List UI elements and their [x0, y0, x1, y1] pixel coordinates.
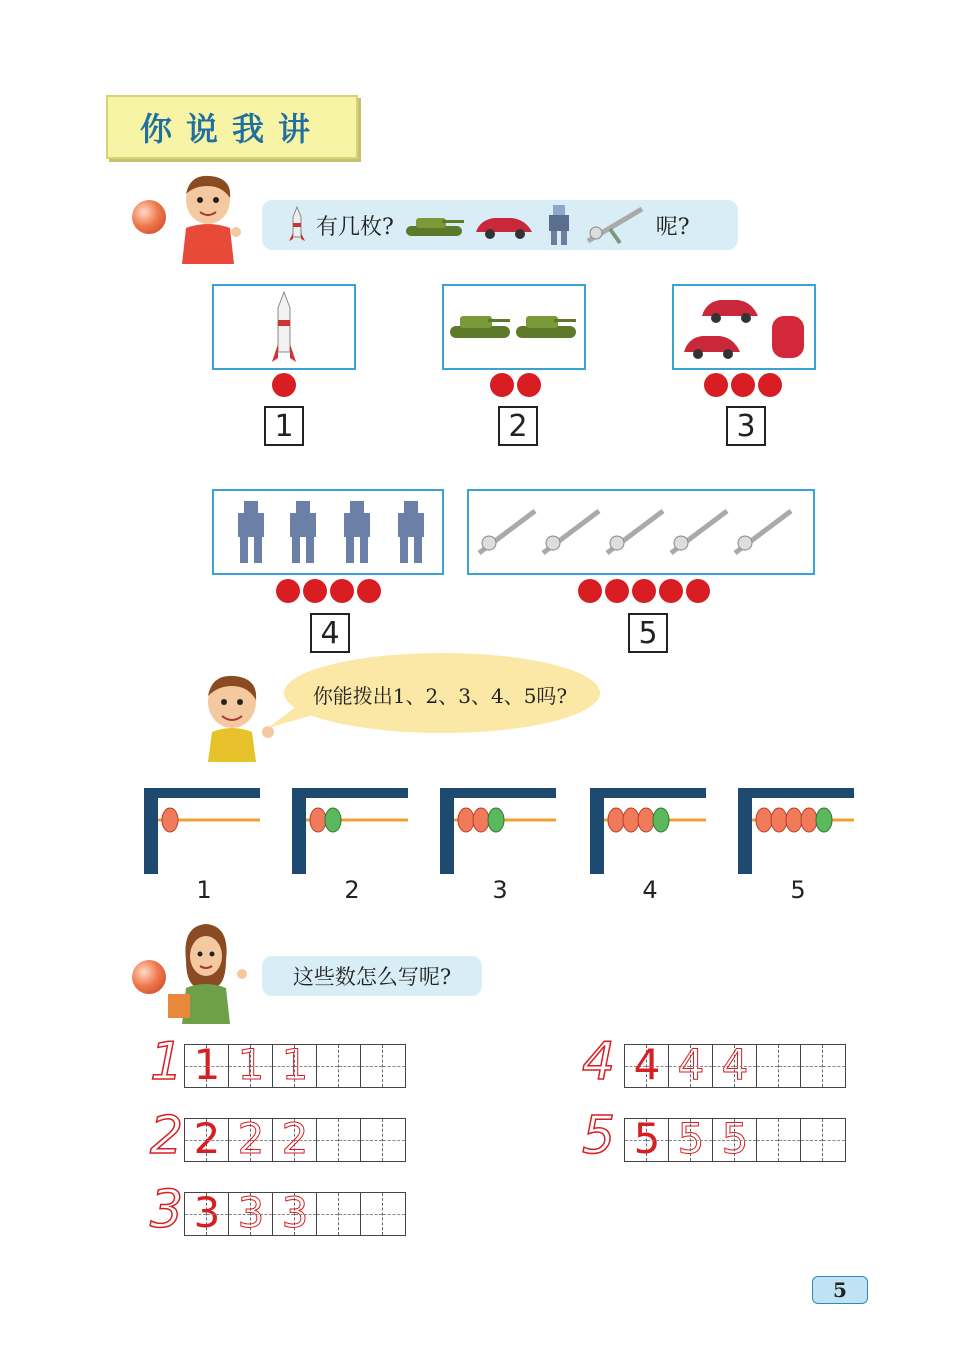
dot-group-1: [272, 373, 296, 397]
trace-model-digit: 2: [150, 1106, 184, 1166]
dot: [758, 373, 782, 397]
abacus-bead: [310, 808, 326, 832]
grid-cell[interactable]: [251, 1119, 273, 1161]
abacus-icon: [590, 786, 710, 876]
grid-cell[interactable]: [273, 1188, 309, 1237]
grid-cell[interactable]: [295, 1045, 317, 1087]
grid-midline: [735, 1066, 756, 1067]
grid-cell[interactable]: [251, 1045, 273, 1087]
grid-midline: [801, 1140, 822, 1141]
grid-cell[interactable]: [735, 1045, 757, 1087]
trace-model-digit: 1: [150, 1032, 184, 1092]
grid-cell[interactable]: [735, 1119, 757, 1161]
grid-midline: [691, 1140, 712, 1141]
abacus-label: 4: [642, 876, 658, 904]
grid-midline: [691, 1066, 712, 1067]
trace-digit-solid: 4: [633, 1040, 661, 1089]
grid-cell[interactable]: [361, 1119, 383, 1161]
dot: [632, 579, 656, 603]
grid-midline: [339, 1214, 360, 1215]
grid-midline: [647, 1140, 668, 1141]
abacus-row: [0, 786, 971, 916]
airplane-icon: [469, 491, 813, 573]
trace-digit-dashed: 1: [237, 1040, 265, 1089]
question-bubble-abacus: 你能拨出1、2、3、4、5吗?: [312, 683, 568, 708]
grid-cell[interactable]: [823, 1119, 845, 1161]
trace-digit-dashed: 1: [281, 1040, 309, 1089]
abacus-frame-top: [590, 788, 706, 798]
abacus-label: 2: [344, 876, 360, 904]
grid-midline: [251, 1140, 272, 1141]
car-icon: [674, 286, 814, 368]
question-bubble-count: [262, 200, 738, 250]
writing-grid[interactable]: [624, 1040, 846, 1089]
grid-midline: [207, 1066, 228, 1067]
trace-digit-dashed: 4: [677, 1040, 705, 1089]
grid-cell[interactable]: [691, 1119, 713, 1161]
question-text-after: 呢?: [655, 214, 690, 240]
picture-box-rocket: [212, 284, 356, 370]
trace-digit-dashed: 5: [721, 1114, 749, 1163]
abacus-frame-top: [292, 788, 408, 798]
abacus-bead: [756, 808, 772, 832]
teacher-character-icon: [164, 920, 250, 1024]
robot-icon: [542, 203, 576, 247]
grid-cell[interactable]: [251, 1193, 273, 1235]
grid-cell[interactable]: [713, 1114, 749, 1163]
abacus-frame-post: [440, 788, 454, 874]
grid-midline: [757, 1066, 778, 1067]
grid-cell[interactable]: [339, 1193, 361, 1235]
number-box-5: 5: [628, 613, 668, 653]
grid-midline: [207, 1214, 228, 1215]
dot: [330, 579, 354, 603]
trace-model-digit: 3: [150, 1180, 184, 1240]
grid-cell[interactable]: [207, 1119, 229, 1161]
tank-icon: [444, 286, 584, 368]
grid-midline: [251, 1066, 272, 1067]
grid-midline: [735, 1140, 756, 1141]
grid-midline: [757, 1140, 778, 1141]
grid-cell[interactable]: [185, 1040, 221, 1089]
trace-digit-solid: 5: [633, 1114, 661, 1163]
abacus-frame-top: [144, 788, 260, 798]
grid-cell[interactable]: [273, 1040, 309, 1089]
grid-cell[interactable]: [317, 1045, 339, 1087]
abacus-bead: [786, 808, 802, 832]
abacus-frame-post: [738, 788, 752, 874]
writing-grid[interactable]: [624, 1114, 846, 1163]
dot: [357, 579, 381, 603]
grid-midline: [779, 1140, 800, 1141]
trace-digit-dashed: 5: [677, 1114, 705, 1163]
robot-icon: [214, 491, 442, 573]
abacus-bead: [771, 808, 787, 832]
grid-cell[interactable]: [207, 1045, 229, 1087]
dot: [490, 373, 514, 397]
grid-cell[interactable]: [295, 1119, 317, 1161]
airplane-icon: [584, 203, 646, 247]
grid-cell[interactable]: [801, 1119, 823, 1161]
trace-digit-dashed: 3: [237, 1188, 265, 1237]
abacus-frame-post: [144, 788, 158, 874]
picture-box-cars: [672, 284, 816, 370]
grid-midline: [383, 1066, 405, 1067]
number-box-4: 4: [310, 613, 350, 653]
abacus-bead: [473, 808, 489, 832]
grid-cell[interactable]: [295, 1193, 317, 1235]
grid-cell[interactable]: [383, 1193, 405, 1235]
grid-cell[interactable]: [273, 1114, 309, 1163]
grid-cell[interactable]: [185, 1114, 221, 1163]
grid-cell[interactable]: [801, 1045, 823, 1087]
abacus-frame-top: [440, 788, 556, 798]
grid-cell[interactable]: [317, 1193, 339, 1235]
grid-midline: [295, 1066, 316, 1067]
abacus-icon: [292, 786, 412, 876]
abacus-icon: [440, 786, 560, 876]
trace-digit-solid: 3: [193, 1188, 221, 1237]
grid-midline: [317, 1214, 338, 1215]
grid-cell[interactable]: [383, 1045, 405, 1087]
abacus-frame-post: [590, 788, 604, 874]
grid-cell[interactable]: [229, 1188, 265, 1237]
trace-model-digit: 5: [582, 1106, 616, 1166]
abacus-bead: [458, 808, 474, 832]
trace-digit-dashed: 4: [721, 1040, 749, 1089]
grid-cell[interactable]: [669, 1114, 705, 1163]
grid-cell[interactable]: [647, 1045, 669, 1087]
grid-midline: [295, 1214, 316, 1215]
dot: [276, 579, 300, 603]
abacus-label: 1: [196, 876, 212, 904]
grid-midline: [207, 1140, 228, 1141]
grid-cell[interactable]: [779, 1119, 801, 1161]
abacus-label: 5: [790, 876, 806, 904]
grid-cell[interactable]: [625, 1040, 661, 1089]
abacus-bead: [623, 808, 639, 832]
grid-cell[interactable]: [691, 1045, 713, 1087]
abacus-bead: [816, 808, 832, 832]
abacus-bead: [608, 808, 624, 832]
grid-cell[interactable]: [757, 1045, 779, 1087]
abacus-bead: [638, 808, 654, 832]
grid-cell[interactable]: [625, 1114, 661, 1163]
dot: [272, 373, 296, 397]
grid-cell[interactable]: [339, 1045, 361, 1087]
question-text-before: 有几枚?: [316, 214, 394, 240]
trace-digit-dashed: 2: [237, 1114, 265, 1163]
grid-midline: [317, 1140, 338, 1141]
dot: [303, 579, 327, 603]
grid-midline: [339, 1140, 360, 1141]
grid-cell[interactable]: [317, 1119, 339, 1161]
grid-midline: [339, 1066, 360, 1067]
writing-grid[interactable]: [184, 1040, 406, 1089]
trace-digit-dashed: 2: [281, 1114, 309, 1163]
abacus-icon: [144, 786, 264, 876]
grid-midline: [823, 1140, 845, 1141]
bullet-ball-icon: [132, 960, 166, 994]
abacus-icon: [738, 786, 858, 876]
grid-cell[interactable]: [361, 1045, 383, 1087]
section-title: 你说我讲: [106, 95, 358, 159]
number-box-2: 2: [498, 406, 538, 446]
grid-cell[interactable]: [757, 1119, 779, 1161]
grid-midline: [779, 1066, 800, 1067]
grid-midline: [317, 1066, 338, 1067]
boy-character-icon: [172, 172, 244, 264]
grid-midline: [361, 1214, 382, 1215]
grid-cell[interactable]: [361, 1193, 383, 1235]
grid-cell[interactable]: [229, 1114, 265, 1163]
abacus-bead: [325, 808, 341, 832]
grid-midline: [383, 1214, 405, 1215]
rocket-icon: [214, 286, 354, 368]
grid-cell[interactable]: [339, 1119, 361, 1161]
abacus-bead: [801, 808, 817, 832]
abacus-frame-post: [292, 788, 306, 874]
grid-midline: [251, 1214, 272, 1215]
trace-model-digit: 4: [582, 1032, 616, 1092]
question-bubble-writing: 这些数怎么写呢?: [262, 956, 482, 996]
grid-cell[interactable]: [713, 1040, 749, 1089]
page-number: 5: [812, 1276, 868, 1304]
picture-box-tanks: [442, 284, 586, 370]
dot-group-3: [704, 373, 782, 397]
trace-digit-solid: 1: [193, 1040, 221, 1089]
abacus-bead: [488, 808, 504, 832]
picture-box-airplanes: [467, 489, 815, 575]
dot: [686, 579, 710, 603]
abacus-frame-top: [738, 788, 854, 798]
dot: [659, 579, 683, 603]
dot-group-2: [490, 373, 541, 397]
grid-cell[interactable]: [185, 1188, 221, 1237]
number-box-3: 3: [726, 406, 766, 446]
tank-icon: [402, 210, 466, 240]
grid-midline: [383, 1140, 405, 1141]
grid-midline: [295, 1140, 316, 1141]
grid-midline: [647, 1066, 668, 1067]
trace-digit-solid: 2: [193, 1114, 221, 1163]
grid-cell[interactable]: [779, 1045, 801, 1087]
writing-grid[interactable]: [184, 1114, 406, 1163]
bullet-ball-icon: [132, 200, 166, 234]
grid-midline: [361, 1140, 382, 1141]
grid-midline: [801, 1066, 822, 1067]
car-icon: [472, 210, 536, 240]
dot-group-4: [276, 579, 381, 603]
dot: [731, 373, 755, 397]
dot: [704, 373, 728, 397]
grid-cell[interactable]: [383, 1119, 405, 1161]
grid-cell[interactable]: [669, 1040, 705, 1089]
grid-cell[interactable]: [207, 1193, 229, 1235]
number-box-1: 1: [264, 406, 304, 446]
dot: [605, 579, 629, 603]
writing-grid[interactable]: [184, 1188, 406, 1237]
picture-box-robots: [212, 489, 444, 575]
abacus-bead: [653, 808, 669, 832]
grid-cell[interactable]: [647, 1119, 669, 1161]
dot-group-5: [578, 579, 710, 603]
grid-cell[interactable]: [823, 1045, 845, 1087]
dot: [578, 579, 602, 603]
abacus-label: 3: [492, 876, 508, 904]
grid-midline: [361, 1066, 382, 1067]
abacus-bead: [162, 808, 178, 832]
rocket-icon: [286, 205, 308, 245]
grid-midline: [823, 1066, 845, 1067]
grid-cell[interactable]: [229, 1040, 265, 1089]
dot: [517, 373, 541, 397]
trace-digit-dashed: 3: [281, 1188, 309, 1237]
